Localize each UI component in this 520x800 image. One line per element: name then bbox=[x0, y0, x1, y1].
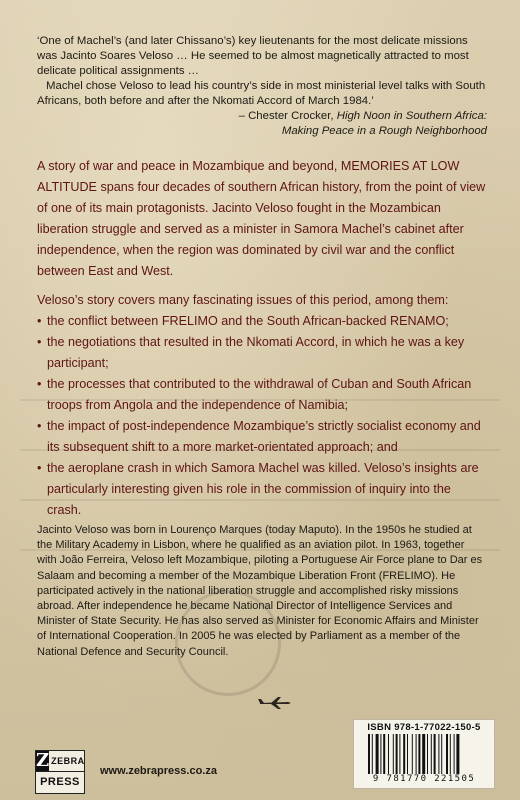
author-bio bbox=[37, 523, 487, 660]
issues-list bbox=[37, 311, 487, 521]
quote-paragraph-2: Machel chose Veloso to lead his country’s side in most ministerial level talks with South Africans, both before and after the Nkomati Accord of March 1984.’ bbox=[37, 80, 486, 107]
logo-word-bottom: PRESS bbox=[40, 776, 80, 788]
issue-item: • the negotiations that resulted in the Nkomati Accord, in which he was a key participant; bbox=[37, 332, 487, 374]
blurb-issues-intro: Veloso’s story covers many fascinating issues of this period, among them: bbox=[37, 293, 449, 307]
logo-word-top: ZEBRA bbox=[51, 756, 85, 766]
quote-paragraph-1: ‘One of Machel’s (and later Chissano’s) key lieutenants for the most delicate missions was Jacinto Soares Veloso … He seemed to be almost magnetically attracted to most delicate political assignments … bbox=[37, 35, 469, 77]
quote-author: – Chester Crocker, bbox=[238, 110, 334, 122]
isbn-barcode-box bbox=[353, 719, 495, 789]
book-blurb bbox=[37, 156, 487, 521]
quote-attribution bbox=[37, 109, 487, 124]
blurb-lead-text-rest: spans four decades of southern African history, from the point of view of one of its main protagonists. Jacinto Veloso fought in the Mozambican liberation struggle and served as a minister in Samora Machel’s cabinet after independence, when the region was dominated by civil war and the conflict between East and West. bbox=[37, 180, 486, 278]
aeroplane-icon bbox=[258, 696, 294, 710]
issue-item: • the impact of post-independence Mozambique’s strictly socialist economy and its subsequent shift to a more market-orientated approach; and bbox=[37, 416, 487, 458]
zebra-z-mark-icon: Z bbox=[36, 750, 50, 771]
issue-item: • the conflict between FRELIMO and the South African-backed RENAMO; bbox=[37, 311, 487, 332]
zebra-press-logo bbox=[35, 750, 85, 794]
endorsement-quote bbox=[37, 34, 487, 139]
blurb-lead-text: A story of war and peace in Mozambique and beyond, bbox=[37, 159, 341, 173]
quote-source-title-line-2: Making Peace in a Rough Neighborhood bbox=[281, 125, 487, 137]
publisher-website: www.zebrapress.co.za bbox=[100, 765, 217, 777]
issue-item: • the aeroplane crash in which Samora Machel was killed. Veloso’s insights are particularly interesting given his role in the commission of inquiry into the crash. bbox=[37, 458, 487, 521]
quote-source-title-line-1: High Noon in Southern Africa: bbox=[336, 110, 487, 122]
blurb-lead-paragraph bbox=[37, 156, 487, 282]
issue-item: • the processes that contributed to the withdrawal of Cuban and South African troops from Angola and the independence of Namibia; bbox=[37, 374, 487, 416]
barcode bbox=[368, 734, 480, 774]
barcode-digits: 9 781770 221505 bbox=[372, 774, 476, 784]
author-bio-text: Jacinto Veloso was born in Lourenço Marques (today Maputo). In the 1950s he studied at the Military Academy in Lisbon, where he qualified as an aviation pilot. In 1963, together with João Ferreira, Veloso left Mozambique, piloting a Portuguese Air Force plane to Dar es Salaam and becoming a member of the Mozambique Liberation Front (FRELIMO). He participated actively in the national liberation struggle and accomplished risky missions abroad. After independence he became National Director of Intelligence Services and Minister of State Security. He has also served as Minister for Economic Affairs and Minister of International Cooperation. In 2005 he was elected by Parliament as a member of the National Defence and Security Council. bbox=[37, 524, 483, 658]
isbn-label: ISBN 978-1-77022-150-5 bbox=[367, 722, 481, 733]
book-title: MEMORIES AT LOW ALTITUDE bbox=[37, 159, 460, 194]
